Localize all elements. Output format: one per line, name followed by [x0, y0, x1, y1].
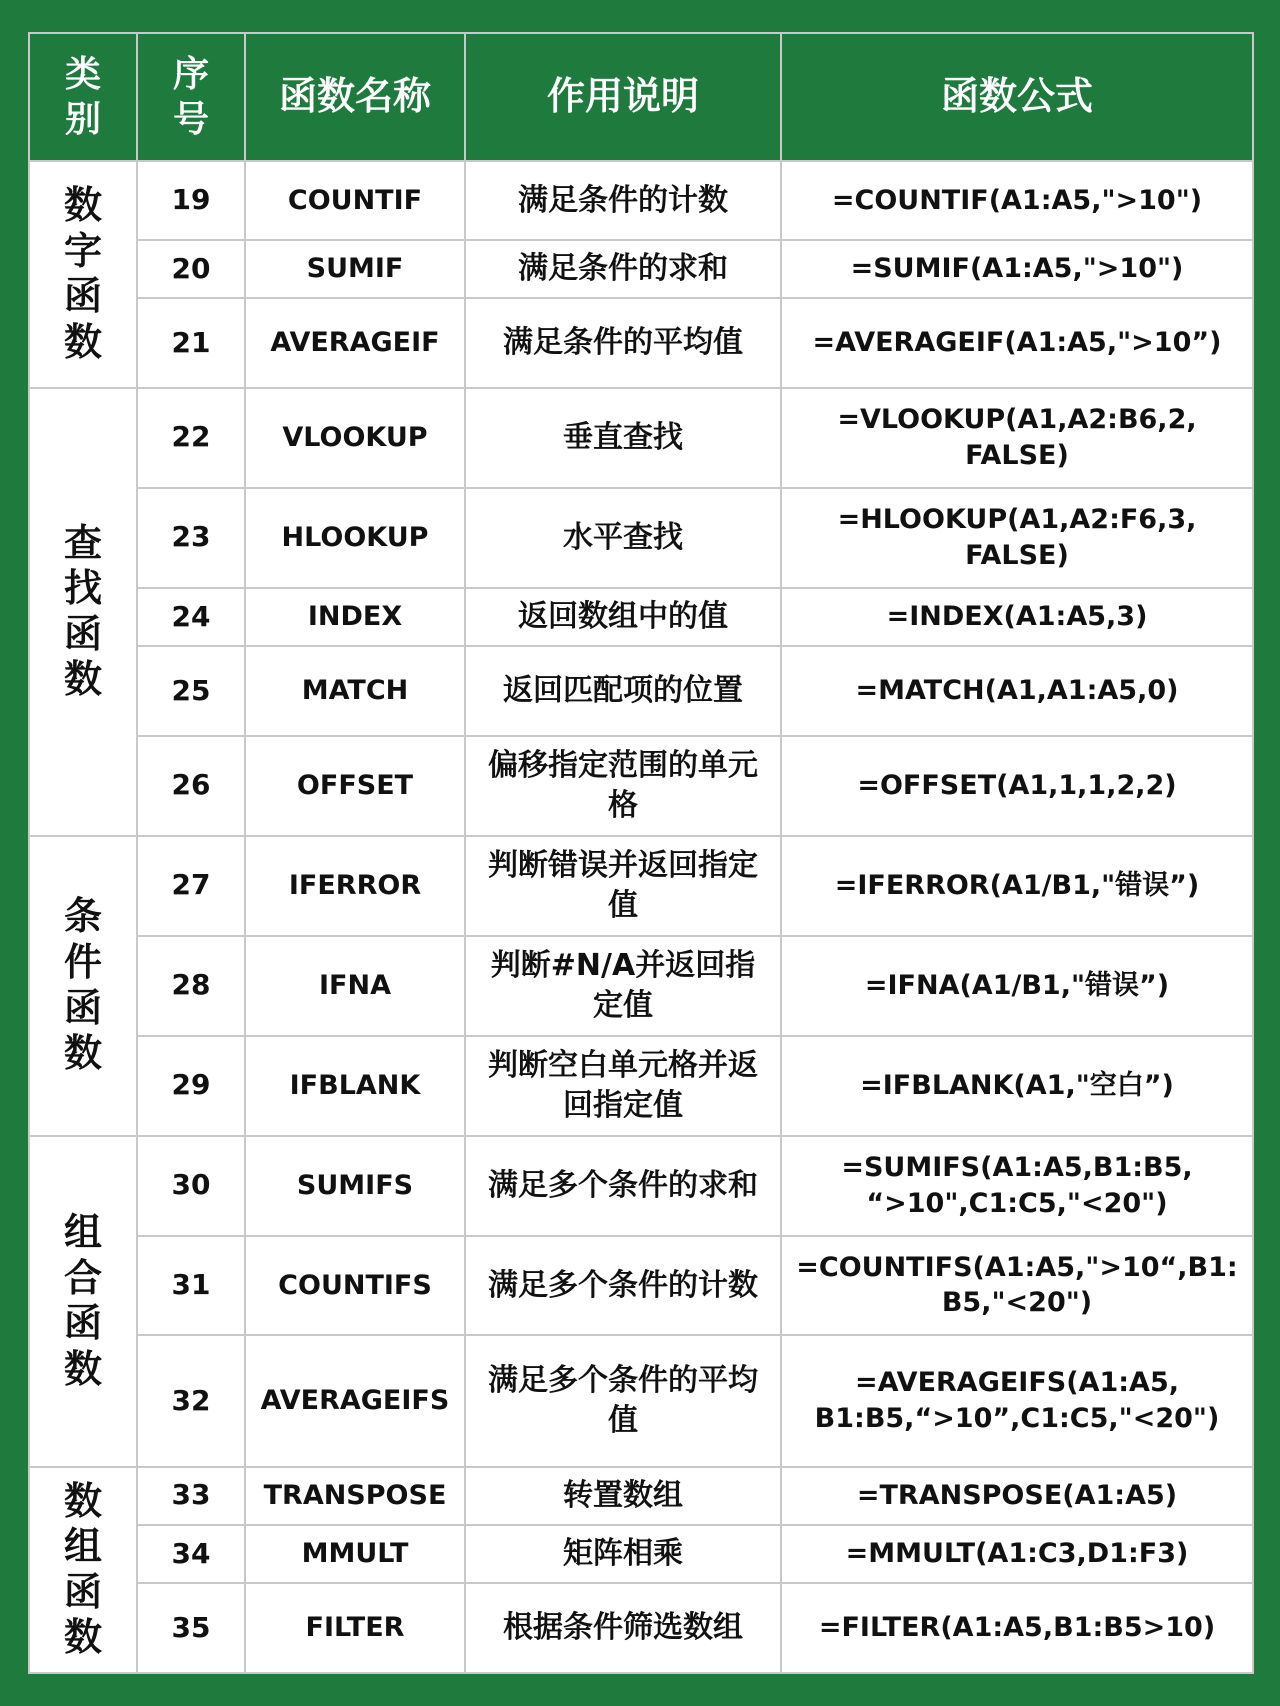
- row-number: 24: [137, 588, 245, 646]
- function-formula: =IFBLANK(A1,"空白”): [781, 1036, 1253, 1136]
- function-name: FILTER: [245, 1583, 465, 1673]
- function-name: OFFSET: [245, 736, 465, 836]
- table-row: [29, 1467, 1253, 1525]
- function-formula: =FILTER(A1:A5,B1:B5>10): [781, 1583, 1253, 1673]
- row-number: 25: [137, 646, 245, 736]
- row-number: 20: [137, 240, 245, 298]
- function-description: 判断#N/A并返回指定值: [465, 936, 781, 1036]
- function-formula: =MATCH(A1,A1:A5,0): [781, 646, 1253, 736]
- function-description: 水平查找: [465, 488, 781, 588]
- function-formula: =IFERROR(A1/B1,"错误”): [781, 836, 1253, 936]
- function-name: MATCH: [245, 646, 465, 736]
- function-formula: =OFFSET(A1,1,1,2,2): [781, 736, 1253, 836]
- header-name: 函数名称: [245, 33, 465, 161]
- row-number: 27: [137, 836, 245, 936]
- function-description: 判断空白单元格并返回指定值: [465, 1036, 781, 1136]
- function-description: 满足条件的平均值: [465, 298, 781, 388]
- table-row: [29, 298, 1253, 388]
- table-row: [29, 1136, 1253, 1236]
- row-number: 35: [137, 1583, 245, 1673]
- table-row: [29, 488, 1253, 588]
- table-row: [29, 736, 1253, 836]
- category-cell: 组合函数: [29, 1136, 137, 1467]
- function-formula: =SUMIF(A1:A5,">10"): [781, 240, 1253, 298]
- function-name: HLOOKUP: [245, 488, 465, 588]
- function-name: AVERAGEIFS: [245, 1335, 465, 1466]
- row-number: 32: [137, 1335, 245, 1466]
- row-number: 26: [137, 736, 245, 836]
- function-description: 返回匹配项的位置: [465, 646, 781, 736]
- table-row: [29, 646, 1253, 736]
- function-formula: =AVERAGEIFS(A1:A5, B1:B5,“>10”,C1:C5,"<20"): [781, 1335, 1253, 1466]
- function-name: SUMIF: [245, 240, 465, 298]
- function-formula: =VLOOKUP(A1,A2:B6,2, FALSE): [781, 388, 1253, 488]
- function-name: IFNA: [245, 936, 465, 1036]
- function-description: 满足条件的计数: [465, 161, 781, 240]
- row-number: 19: [137, 161, 245, 240]
- function-name: AVERAGEIF: [245, 298, 465, 388]
- row-number: 30: [137, 1136, 245, 1236]
- function-description: 满足条件的求和: [465, 240, 781, 298]
- function-name: VLOOKUP: [245, 388, 465, 488]
- row-number: 34: [137, 1525, 245, 1583]
- function-description: 判断错误并返回指定值: [465, 836, 781, 936]
- table-row: [29, 588, 1253, 646]
- function-formula: =COUNTIF(A1:A5,">10"): [781, 161, 1253, 240]
- category-cell: 数组函数: [29, 1467, 137, 1673]
- function-table-card: [28, 32, 1252, 1674]
- function-description: 满足多个条件的平均值: [465, 1335, 781, 1466]
- table-row: [29, 1525, 1253, 1583]
- table-row: [29, 240, 1253, 298]
- function-name: COUNTIFS: [245, 1236, 465, 1336]
- row-number: 28: [137, 936, 245, 1036]
- function-name: TRANSPOSE: [245, 1467, 465, 1525]
- table-row: [29, 1335, 1253, 1466]
- function-formula: =INDEX(A1:A5,3): [781, 588, 1253, 646]
- header-category: 类别: [29, 33, 137, 161]
- row-number: 21: [137, 298, 245, 388]
- function-formula: =SUMIFS(A1:A5,B1:B5, “>10",C1:C5,"<20"): [781, 1136, 1253, 1236]
- function-name: IFERROR: [245, 836, 465, 936]
- header-row: [29, 33, 1253, 161]
- header-number: 序号: [137, 33, 245, 161]
- function-description: 转置数组: [465, 1467, 781, 1525]
- function-name: MMULT: [245, 1525, 465, 1583]
- category-cell: 数字函数: [29, 161, 137, 388]
- category-cell: 查找函数: [29, 388, 137, 836]
- function-formula: =AVERAGEIF(A1:A5,">10”): [781, 298, 1253, 388]
- function-description: 偏移指定范围的单元格: [465, 736, 781, 836]
- table-row: [29, 836, 1253, 936]
- table-row: [29, 1583, 1253, 1673]
- function-formula: =MMULT(A1:C3,D1:F3): [781, 1525, 1253, 1583]
- row-number: 33: [137, 1467, 245, 1525]
- function-description: 满足多个条件的计数: [465, 1236, 781, 1336]
- function-name: INDEX: [245, 588, 465, 646]
- row-number: 22: [137, 388, 245, 488]
- table-row: [29, 388, 1253, 488]
- header-description: 作用说明: [465, 33, 781, 161]
- row-number: 29: [137, 1036, 245, 1136]
- function-name: SUMIFS: [245, 1136, 465, 1236]
- excel-function-table: [28, 32, 1254, 1674]
- table-row: [29, 161, 1253, 240]
- header-formula: 函数公式: [781, 33, 1253, 161]
- function-formula: =TRANSPOSE(A1:A5): [781, 1467, 1253, 1525]
- function-description: 根据条件筛选数组: [465, 1583, 781, 1673]
- function-description: 满足多个条件的求和: [465, 1136, 781, 1236]
- table-row: [29, 1236, 1253, 1336]
- function-description: 垂直查找: [465, 388, 781, 488]
- category-cell: 条件函数: [29, 836, 137, 1136]
- function-name: COUNTIF: [245, 161, 465, 240]
- table-row: [29, 1036, 1253, 1136]
- function-description: 矩阵相乘: [465, 1525, 781, 1583]
- table-row: [29, 936, 1253, 1036]
- function-description: 返回数组中的值: [465, 588, 781, 646]
- function-formula: =COUNTIFS(A1:A5,">10“,B1: B5,"<20"): [781, 1236, 1253, 1336]
- function-formula: =IFNA(A1/B1,"错误”): [781, 936, 1253, 1036]
- row-number: 31: [137, 1236, 245, 1336]
- function-formula: =HLOOKUP(A1,A2:F6,3, FALSE): [781, 488, 1253, 588]
- row-number: 23: [137, 488, 245, 588]
- function-name: IFBLANK: [245, 1036, 465, 1136]
